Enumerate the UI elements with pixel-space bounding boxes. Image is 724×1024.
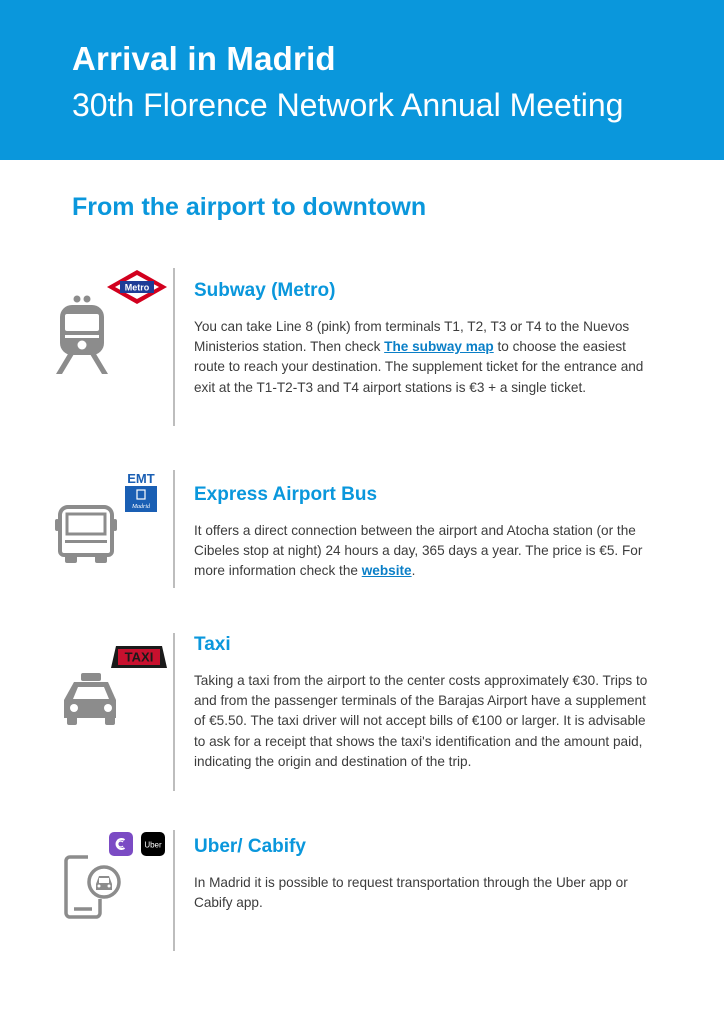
header-banner [0,0,724,160]
subway-text [194,317,654,398]
divider-line [173,268,175,426]
uber-logo [141,832,165,856]
section-title: From the airport to downtown [72,193,427,221]
divider-line [173,830,175,951]
taxi-sign-text: TAXI [124,649,154,665]
subway-text-part: You can take Line 8 (pink) from terminals T1, T2, T3 or T4 to the Nuevos Ministerios station. Then check [194,319,630,355]
train-icon [56,294,108,376]
bus-text-part: . [411,563,416,579]
taxi-icon [64,672,118,726]
taxi-text: Taking a taxi from the airport to the center costs approximately €30. Trips to and from the passenger terminals of the Barajas Airport have a supplement of €5.50. The taxi driver will not accept bills of €100 or larger. It is advisable to ask for a receipt that shows the taxi's identification and the amount paid, indicating the origin and destination of the trip. [194,673,648,769]
page-subtitle: 30th Florence Network Annual Meeting [72,87,624,123]
bus-text [194,521,654,582]
subway-title: Subway (Metro) [194,280,336,301]
bus-website-link[interactable]: website [361,563,412,579]
phone-car-icon [64,855,122,919]
ride-apps-title: Uber/ Cabify [194,836,306,857]
bus-title: Express Airport Bus [194,484,378,505]
subway-text-part: to choose the easiest route to reach your destination. The supplement ticket for the entrance and exit at the T1-T2-T3 and T4 airport stations is €3 + a single ticket. [194,339,644,395]
subway-map-link[interactable]: The subway map [384,339,494,355]
uber-logo-text: Uber [144,840,162,850]
page-title: Arrival in Madrid [72,40,336,77]
ride-apps-text: In Madrid it is possible to request transportation through the Uber app or Cabify app. [194,875,628,911]
bus-text-part: It offers a direct connection between the airport and Atocha station (or the Cibeles stop at night) 24 hours a day, 365 days a year. The price is €5. For more information check the [194,523,643,579]
metro-logo-text: Metro [124,282,150,293]
svg-text:Madrid: Madrid [132,504,150,510]
cabify-logo [109,832,133,856]
emt-logo-text: EMT [127,471,155,486]
bus-icon [55,505,117,563]
divider-line [173,470,175,588]
divider-line [173,633,175,791]
emt-logo [124,471,158,513]
metro-logo [106,269,168,305]
taxi-sign-logo [110,644,168,670]
taxi-title: Taxi [194,634,231,655]
